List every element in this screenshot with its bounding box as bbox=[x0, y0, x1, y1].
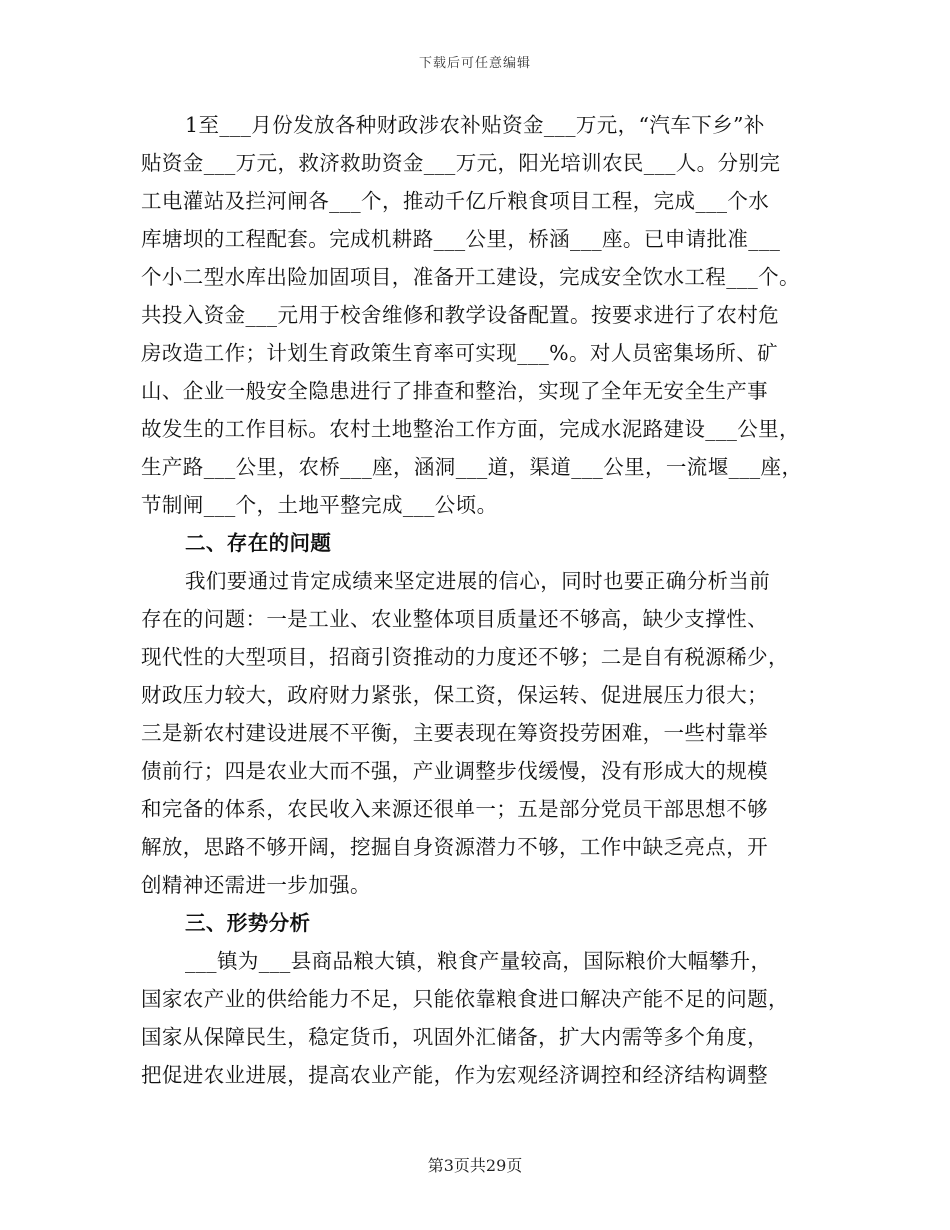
paragraph-line: 故发生的工作目标。农村土地整治工作方面，完成水泥路建设___公里， bbox=[141, 417, 800, 441]
paragraph-line: 个小二型水库出险加固项目，准备开工建设，完成安全饮水工程___个。 bbox=[141, 265, 800, 289]
paragraph-line: 贴资金___万元，救济救助资金___万元，阳光培训农民___人。分别完 bbox=[141, 151, 781, 175]
paragraph-line: 现代性的大型项目，招商引资推动的力度还不够；二是自有税源稀少， bbox=[141, 645, 789, 669]
paragraph-line: 库塘坝的工程配套。完成机耕路___公里，桥涵___座。已申请批准___ bbox=[141, 227, 781, 251]
paragraph-line: 房改造工作；计划生育政策生育率可实现___%。对人员密集场所、矿 bbox=[141, 341, 779, 365]
document-body bbox=[141, 106, 811, 1094]
paragraph-line: 创精神还需进一步加强。 bbox=[141, 873, 371, 897]
paragraph-line: 财政压力较大，政府财力紧张，保工资，保运转、促进展压力很大； bbox=[141, 683, 768, 707]
page-number: 第3页共29页 bbox=[427, 1156, 523, 1175]
paragraph-line: 节制闸___个，土地平整完成___公顷。 bbox=[141, 493, 498, 517]
paragraph-line: 解放，思路不够开阔，挖掘自身资源潜力不够，工作中缺乏亮点，开 bbox=[141, 835, 768, 859]
paragraph-line: 存在的问题：一是工业、农业整体项目质量还不够高，缺少支撑性、 bbox=[141, 607, 768, 631]
section-heading-problems: 二、存在的问题 bbox=[185, 531, 332, 555]
paragraph-line: 我们要通过肯定成绩来坚定进展的信心，同时也要正确分析当前 bbox=[185, 569, 771, 593]
header-note: 下载后可任意编辑 bbox=[418, 56, 531, 71]
paragraph-line: 国家从保障民生，稳定货币，巩固外汇储备，扩大内需等多个角度， bbox=[141, 1025, 768, 1049]
paragraph-line: 山、企业一般安全隐患进行了排查和整治，实现了全年无安全生产事 bbox=[141, 379, 768, 403]
section-heading-situation: 三、形势分析 bbox=[185, 911, 311, 935]
paragraph-line: 三是新农村建设进展不平衡，主要表现在筹资投劳困难，一些村靠举 bbox=[141, 721, 768, 745]
paragraph-line: 把促进农业进展，提高农业产能，作为宏观经济调控和经济结构调整 bbox=[141, 1063, 768, 1087]
paragraph-line: 1至___月份发放各种财政涉农补贴资金___万元，“汽车下乡”补 bbox=[185, 113, 765, 137]
paragraph-line: 和完备的体系，农民收入来源还很单一；五是部分党员干部思想不够 bbox=[141, 797, 768, 821]
paragraph-line: ___镇为___县商品粮大镇，粮食产量较高，国际粮价大幅攀升， bbox=[185, 949, 772, 973]
paragraph-line: 工电灌站及拦河闸各___个，推动千亿斤粮食项目工程，完成___个水 bbox=[141, 189, 770, 213]
paragraph-line: 国家农产业的供给能力不足，只能依靠粮食进口解决产能不足的问题， bbox=[141, 987, 789, 1011]
paragraph-line: 共投入资金___元用于校舍维修和教学设备配置。按要求进行了农村危 bbox=[141, 303, 780, 327]
paragraph-line: 生产路___公里，农桥___座，涵洞___道，渠道___公里，一流堰___座， bbox=[141, 455, 803, 479]
paragraph-line: 债前行；四是农业大而不强，产业调整步伐缓慢，没有形成大的规模 bbox=[141, 759, 768, 783]
